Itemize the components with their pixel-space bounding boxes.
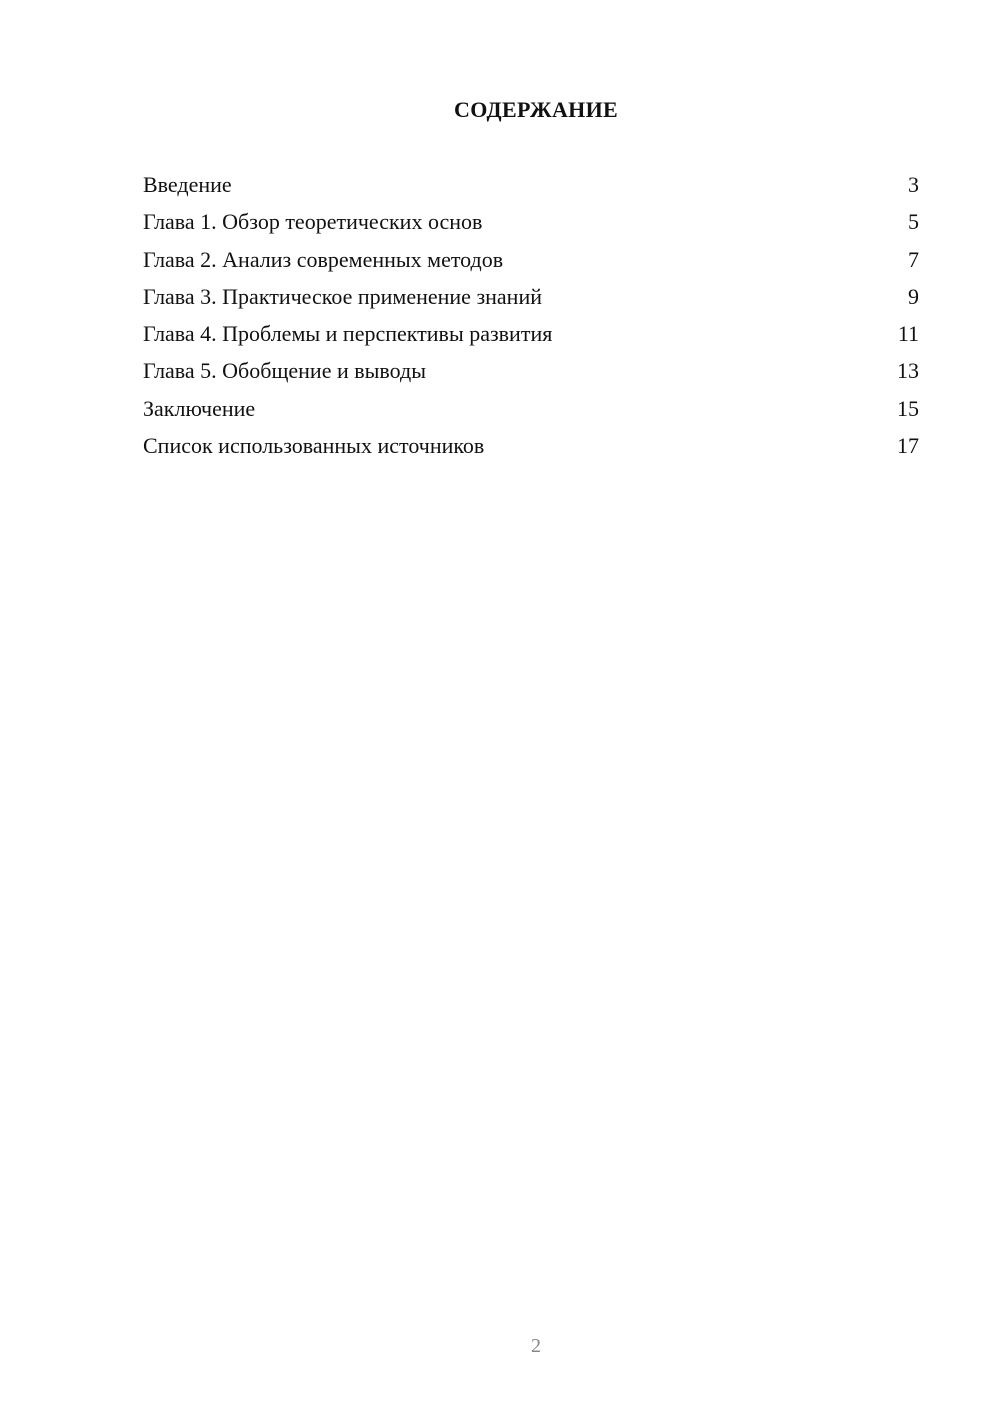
toc-entry — [143, 429, 919, 466]
toc-entry-label: Глава 3. Практическое применение знаний — [143, 283, 542, 309]
toc-entry-page: 17 — [897, 433, 919, 459]
toc-entry-label: Заключение — [143, 395, 256, 421]
toc-entry — [143, 317, 919, 354]
toc-entry-page: 11 — [897, 321, 919, 347]
toc-entry-page: 13 — [897, 358, 919, 384]
table-of-contents — [143, 168, 919, 466]
toc-entry-page: 9 — [908, 283, 919, 309]
toc-entry-label: Глава 4. Проблемы и перспективы развития — [143, 321, 553, 347]
page-number: 2 — [531, 1335, 541, 1357]
toc-entry-page: 3 — [908, 172, 919, 197]
toc-entry-label: Введение — [143, 172, 232, 197]
toc-entry-page: 15 — [897, 395, 919, 421]
toc-entry-label: Глава 2. Анализ современных методов — [143, 246, 504, 272]
toc-entry-page: 7 — [908, 246, 919, 272]
toc-entry-label: Список использованных источников — [143, 433, 485, 459]
toc-entry — [143, 354, 919, 391]
toc-entry — [143, 280, 919, 317]
toc-entry — [143, 205, 919, 242]
toc-entry-label: Глава 5. Обобщение и выводы — [143, 358, 426, 384]
toc-entry — [143, 243, 919, 280]
toc-entry-label: Глава 1. Обзор теоретических основ — [143, 209, 483, 235]
page-title: СОДЕРЖАНИЕ — [454, 97, 618, 122]
toc-entry — [143, 168, 919, 205]
toc-entry-page: 5 — [908, 209, 919, 235]
toc-entry — [143, 392, 919, 429]
